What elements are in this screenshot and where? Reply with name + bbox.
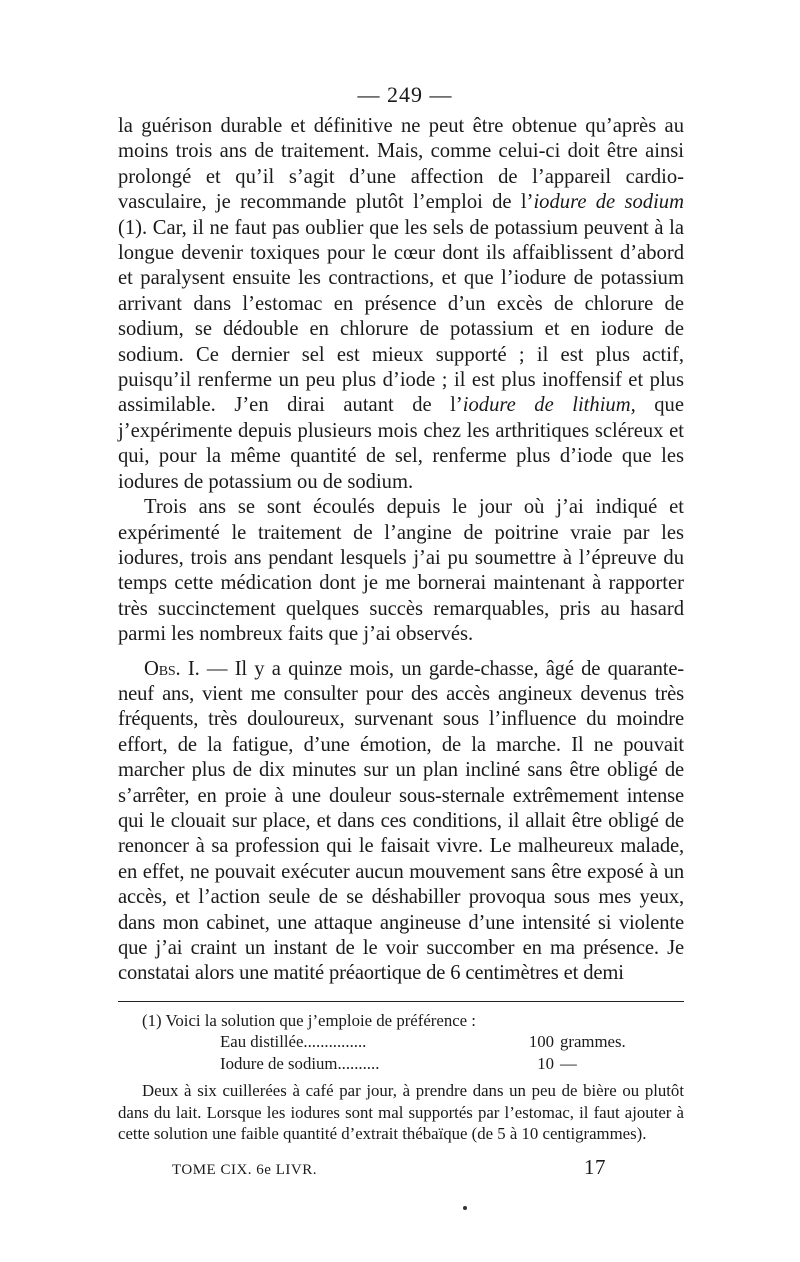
paragraph-1 [118,114,684,495]
sheet-number: 17 [584,1154,606,1179]
paragraph-1-start: la guérison durable et définitive ne peut être obtenue qu’après au moins trois ans de traitement. Mais, comme celui-ci doit être ainsi prolongé et qu’il s’agit d’une affection de l’appareil cardio-vasculaire, je recommande plutôt l’emploi de l’ [118,115,684,214]
footnote-paragraph: Deux à six cuillerées à café par jour, à prendre dans un peu de bière ou plutôt dans du lait. Lorsque les iodures sont mal supportés par l’estomac, il faut ajouter à cette solution une faible quantité d’extrait thébaïque (de 5 à 10 centigrammes). [118,1081,684,1144]
paragraph-1-middle: (1). Car, il ne faut pas oublier que les sels de potassium peuvent à la longue devenir toxiques pour le cœur dont ils affaiblissent d’abord et paralysent ensuite les contractions, et que l’iodure de potassium arrivant dans l’estomac en présence d’un excès de chlorure de sodium, se dédouble en chlorure de potassium et en iodure de sodium. Ce dernier sel est mieux supporté ; il est plus actif, puisqu’il renferme un peu plus d’iode ; il est plus inoffensif et plus assimilable. J’en dirai autant de l’ [118,216,684,417]
page-number: — 249 — [357,82,453,107]
ink-dot [463,1206,467,1210]
footnote [118,1010,684,1145]
recipe-unit: — [560,1053,577,1073]
recipe-item: Eau distillée............... [220,1032,367,1052]
footnote-intro: (1) Voici la solution que j’emploie de préférence : [142,1010,476,1030]
tome-label: TOME CIX. 6e LIVR. [172,1161,317,1178]
observation-text: — Il y a quinze mois, un garde-chasse, âgé de quarante-neuf ans, vient me consulter pour des accès angineux devenus très fréquents, très douloureux, survenant sous l’influence du moindre effort, de la fatigue, d’une émotion, de la marche. Il ne pouvait marcher plus de dix minutes sur un plan incliné sans être obligé de s’arrêter, en proie à une douleur sous-sternale extrêmement intense qui le clouait sur place, et dans ces conditions, il allait être obligé de renoncer à sa profession qui le faisait vivre. Le malheureux malade, en effet, ne pouvait exécuter aucun mouvement sans être exposé à un accès, et l’action seule de se déshabiller provoqua sous mes yeux, dans mon cabinet, une attaque angineuse d’une intensité si violente que j’ai craint un instant de le voir succomber en ma présence. Je constatai alors une matité préaortique de 6 centimètres et demi [118,657,685,985]
recipe-item: Iodure de sodium.......... [220,1053,380,1073]
paragraph-2: Trois ans se sont écoulés depuis le jour où j’ai indiqué et expérimenté le traitement de l’angine de poitrine vraie par les iodures, trois ans pendant lesquels j’ai pu soumettre à l’épreuve du temps cette médication dont je me bornerai maintenant à rapporter très succinctement quelques succès remarquables, pris au hasard parmi les nombreux faits que j’ai observés. [118,496,684,646]
recipe-qty: 10 [537,1053,554,1073]
paragraph-1-end: que j’expérimente depuis plusieurs mois chez les arthritiques scléreux et qui, pour la même quantité de sel, renferme plus d’iode que les iodures de potassium ou de sodium. [118,394,684,493]
observation-1 [118,657,684,987]
recipe-qty: 100 [528,1032,554,1052]
term-iodure-de-lithium: iodure de lithium, [462,394,636,417]
printer-signature [118,1155,684,1180]
recipe-unit: grammes. [560,1032,626,1052]
footnote-rule [118,1001,684,1002]
observation-label: Obs. I. [144,657,200,680]
book-page [118,82,684,1180]
recipe-table [118,1031,684,1074]
term-iodure-de-sodium: iodure de sodium [533,191,684,214]
body-text [118,114,684,987]
